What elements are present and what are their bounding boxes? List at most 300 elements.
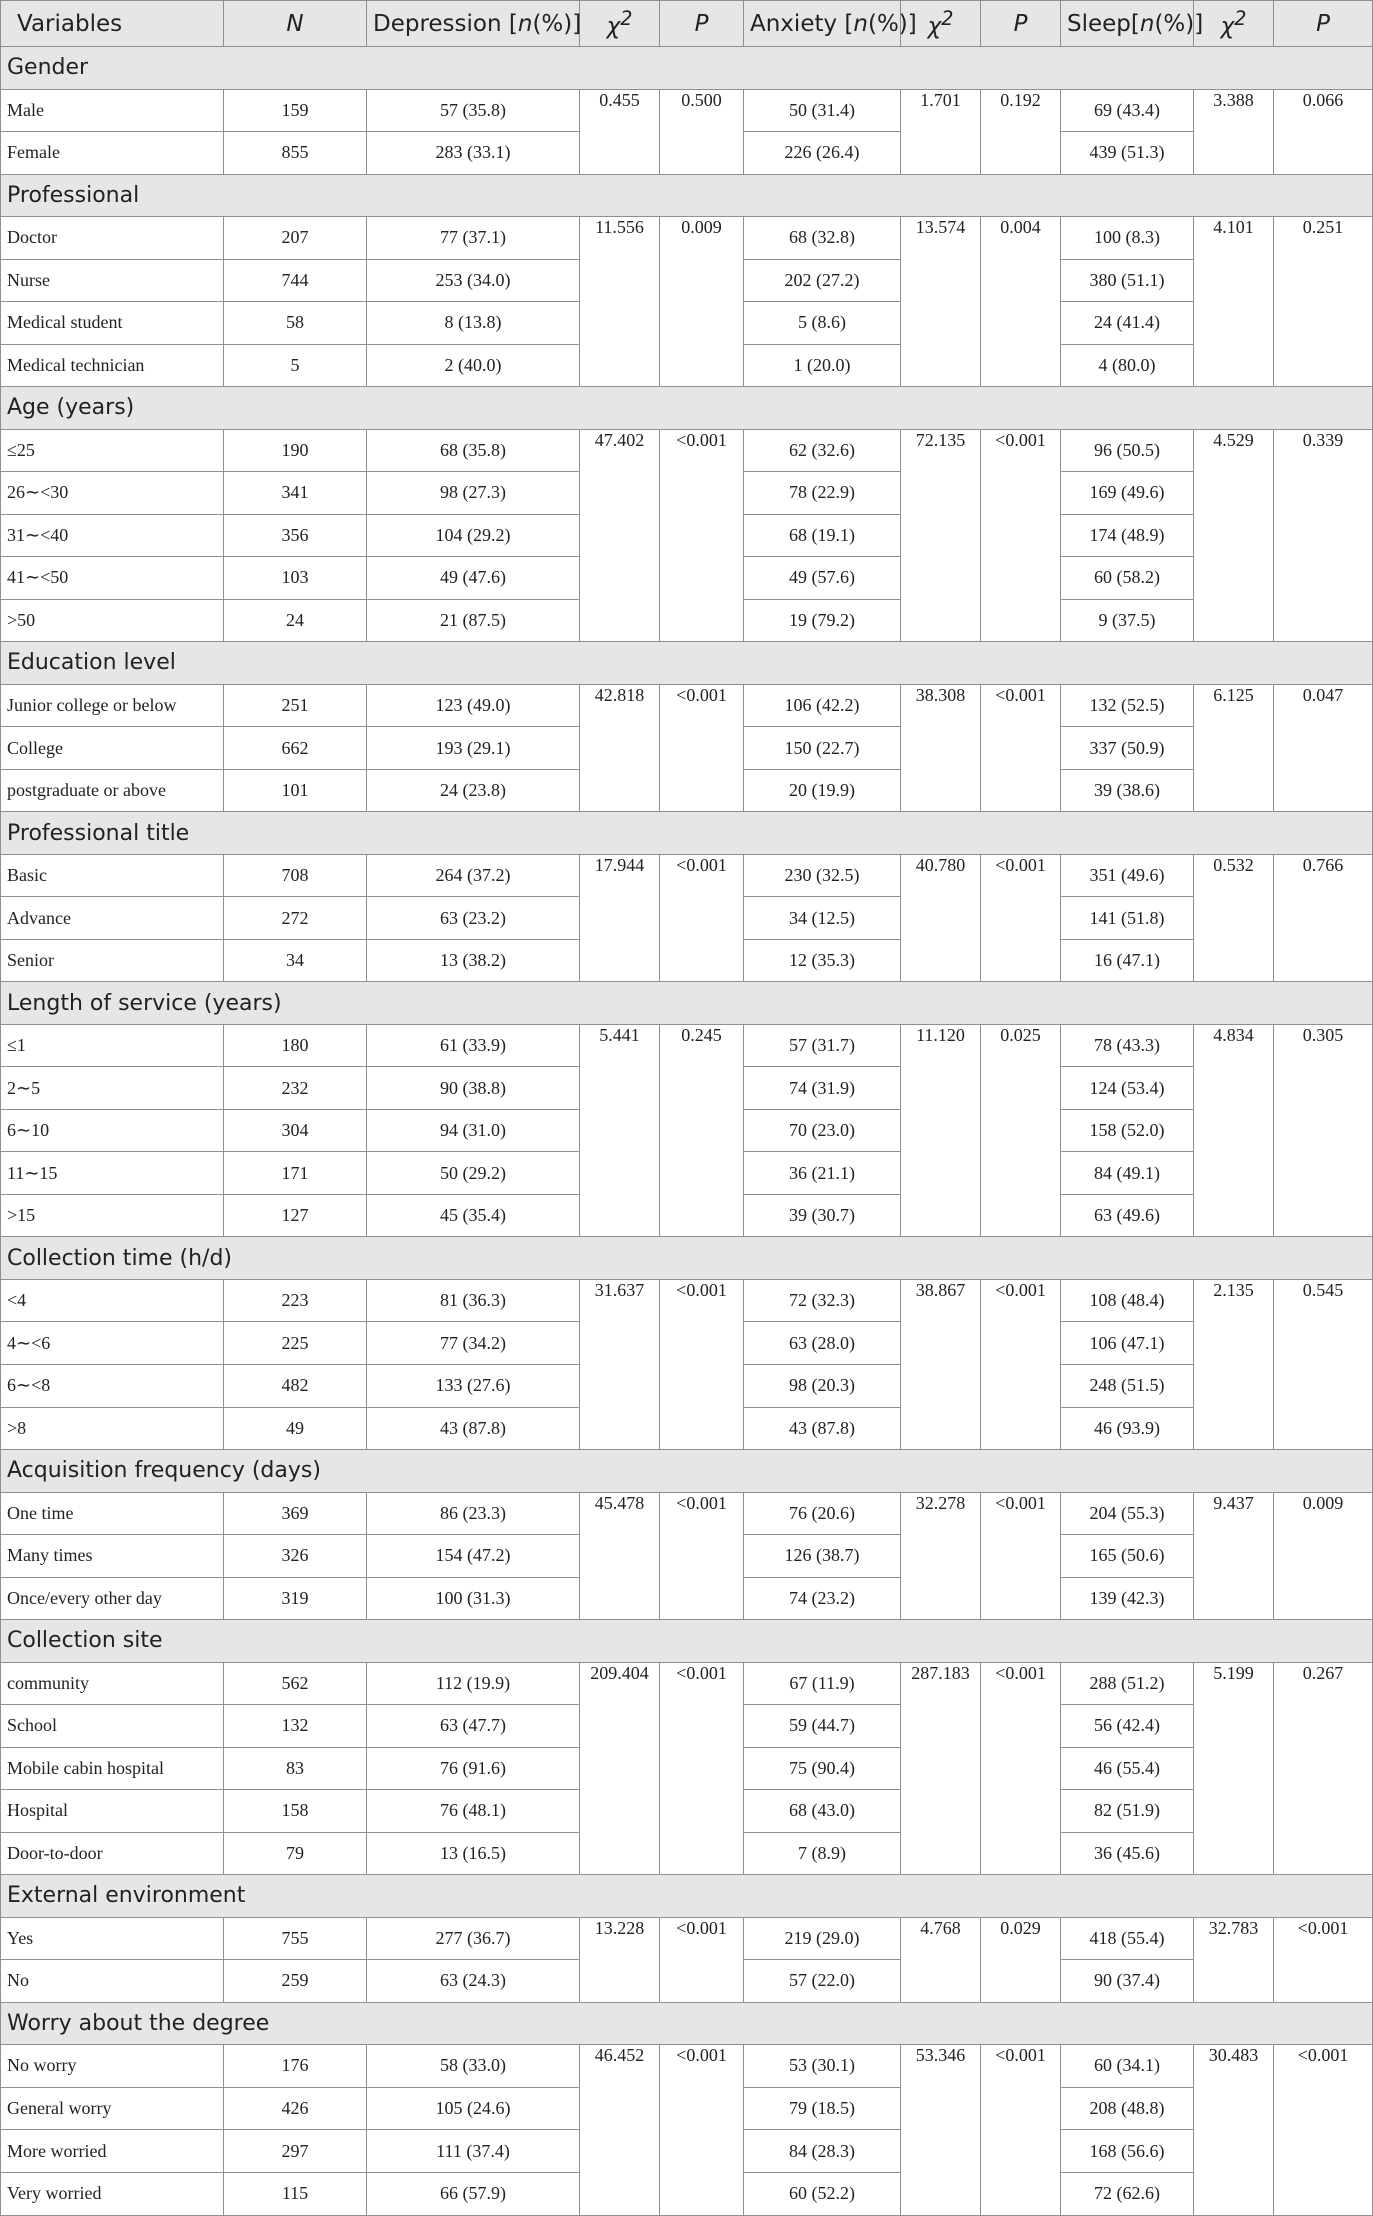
sleep-cell: 46 (55.4) (1061, 1747, 1194, 1790)
anxiety-cell: 49 (57.6) (744, 557, 901, 600)
chi2-depression-cell: 31.637 (580, 1279, 660, 1449)
chi2-anxiety-cell: 11.120 (901, 1024, 981, 1237)
anxiety-cell: 68 (32.8) (744, 217, 901, 260)
anxiety-cell: 19 (79.2) (744, 599, 901, 642)
chi2-depression-cell: 47.402 (580, 429, 660, 642)
sleep-cell: 63 (49.6) (1061, 1194, 1194, 1237)
sleep-cell: 82 (51.9) (1061, 1790, 1194, 1833)
n-cell: 101 (224, 769, 367, 812)
col-header-variables: Variables (1, 1, 224, 47)
row-label: No (1, 1960, 224, 2003)
anxiety-cell: 43 (87.8) (744, 1407, 901, 1450)
anxiety-cell: 74 (31.9) (744, 1067, 901, 1110)
p-depression-cell: 0.500 (660, 89, 744, 174)
table-row (1, 1662, 1373, 1705)
sleep-cell: 72 (62.6) (1061, 2172, 1194, 2215)
depression-cell: 111 (37.4) (367, 2130, 580, 2173)
row-label: >50 (1, 599, 224, 642)
row-label: Yes (1, 1917, 224, 1960)
table-body (1, 47, 1373, 2216)
anxiety-cell: 98 (20.3) (744, 1364, 901, 1407)
anxiety-cell: 226 (26.4) (744, 132, 901, 175)
chi2-anxiety-cell: 38.308 (901, 684, 981, 812)
row-label: Male (1, 89, 224, 132)
anxiety-label: Anxiety [ (750, 10, 854, 37)
row-label: Advance (1, 897, 224, 940)
chi2-depression-cell: 45.478 (580, 1492, 660, 1620)
section-header-row (1, 812, 1373, 855)
n-cell: 159 (224, 89, 367, 132)
row-label: ≤1 (1, 1024, 224, 1067)
section-title: Professional (1, 174, 1373, 217)
anxiety-cell: 106 (42.2) (744, 684, 901, 727)
anxiety-cell: 126 (38.7) (744, 1535, 901, 1578)
anxiety-cell: 67 (11.9) (744, 1662, 901, 1705)
chi2-sleep-cell: 5.199 (1194, 1662, 1274, 1875)
chi2-depression-cell: 11.556 (580, 217, 660, 387)
row-label: 6∼<8 (1, 1364, 224, 1407)
sleep-cell: 60 (58.2) (1061, 557, 1194, 600)
anxiety-cell: 70 (23.0) (744, 1109, 901, 1152)
sleep-cell: 24 (41.4) (1061, 302, 1194, 345)
col-header-p-depression: P (660, 1, 744, 47)
row-label: Female (1, 132, 224, 175)
anxiety-cell: 79 (18.5) (744, 2087, 901, 2130)
table-row (1, 2045, 1373, 2088)
chi2-sleep-cell: 32.783 (1194, 1917, 1274, 2002)
row-label: Nurse (1, 259, 224, 302)
sleep-cell: 380 (51.1) (1061, 259, 1194, 302)
chi2-sleep-cell: 30.483 (1194, 2045, 1274, 2216)
n-cell: 426 (224, 2087, 367, 2130)
p-sleep-cell: 0.009 (1274, 1492, 1373, 1620)
sleep-cell: 9 (37.5) (1061, 599, 1194, 642)
chi-label: χ (927, 13, 942, 40)
n-cell: 158 (224, 1790, 367, 1833)
n-cell: 304 (224, 1109, 367, 1152)
depression-cell: 193 (29.1) (367, 727, 580, 770)
depression-cell: 154 (47.2) (367, 1535, 580, 1578)
sleep-cell: 69 (43.4) (1061, 89, 1194, 132)
sleep-cell: 132 (52.5) (1061, 684, 1194, 727)
depression-cell: 49 (47.6) (367, 557, 580, 600)
depression-cell: 76 (48.1) (367, 1790, 580, 1833)
section-title: External environment (1, 1875, 1373, 1918)
n-cell: 297 (224, 2130, 367, 2173)
p-sleep-cell: 0.047 (1274, 684, 1373, 812)
sleep-cell: 96 (50.5) (1061, 429, 1194, 472)
n-cell: 755 (224, 1917, 367, 1960)
row-label: College (1, 727, 224, 770)
p-anxiety-cell: 0.192 (981, 89, 1061, 174)
n-cell: 272 (224, 897, 367, 940)
row-label: Once/every other day (1, 1577, 224, 1620)
anxiety-cell: 68 (43.0) (744, 1790, 901, 1833)
anxiety-cell: 78 (22.9) (744, 472, 901, 515)
anxiety-cell: 84 (28.3) (744, 2130, 901, 2173)
anxiety-cell: 76 (20.6) (744, 1492, 901, 1535)
chi2-anxiety-cell: 38.867 (901, 1279, 981, 1449)
n-cell: 58 (224, 302, 367, 345)
p-depression-cell: 0.009 (660, 217, 744, 387)
section-header-row (1, 1237, 1373, 1280)
p-sleep-cell: 0.545 (1274, 1279, 1373, 1449)
depression-cell: 105 (24.6) (367, 2087, 580, 2130)
sleep-cell: 168 (56.6) (1061, 2130, 1194, 2173)
row-label: >8 (1, 1407, 224, 1450)
n-cell: 34 (224, 939, 367, 982)
depression-cell: 43 (87.8) (367, 1407, 580, 1450)
row-label: More worried (1, 2130, 224, 2173)
anxiety-cell: 34 (12.5) (744, 897, 901, 940)
section-header-row (1, 1875, 1373, 1918)
sleep-cell: 4 (80.0) (1061, 344, 1194, 387)
chi2-depression-cell: 46.452 (580, 2045, 660, 2216)
p-sleep-cell: 0.339 (1274, 429, 1373, 642)
col-header-sleep (1061, 1, 1204, 47)
sleep-cell: 169 (49.6) (1061, 472, 1194, 515)
n-cell: 341 (224, 472, 367, 515)
section-title: Length of service (years) (1, 982, 1373, 1025)
row-label: Very worried (1, 2172, 224, 2215)
sleep-cell: 141 (51.8) (1061, 897, 1194, 940)
depression-cell: 90 (38.8) (367, 1067, 580, 1110)
sleep-cell: 439 (51.3) (1061, 132, 1194, 175)
row-label: General worry (1, 2087, 224, 2130)
sleep-cell: 337 (50.9) (1061, 727, 1194, 770)
p-depression-cell: <0.001 (660, 1662, 744, 1875)
depression-cell: 50 (29.2) (367, 1152, 580, 1195)
anxiety-tail-label: (%)] (867, 10, 917, 37)
row-label: community (1, 1662, 224, 1705)
sleep-cell: 36 (45.6) (1061, 1832, 1194, 1875)
n-cell: 132 (224, 1705, 367, 1748)
n-cell: 83 (224, 1747, 367, 1790)
chi2-depression-cell: 42.818 (580, 684, 660, 812)
anxiety-cell: 63 (28.0) (744, 1322, 901, 1365)
table-row (1, 1279, 1373, 1322)
depression-cell: 58 (33.0) (367, 2045, 580, 2088)
p-depression-cell: <0.001 (660, 1492, 744, 1620)
p-anxiety-cell: <0.001 (981, 684, 1061, 812)
row-label: No worry (1, 2045, 224, 2088)
anxiety-cell: 36 (21.1) (744, 1152, 901, 1195)
n-cell: 180 (224, 1024, 367, 1067)
sleep-cell: 108 (48.4) (1061, 1279, 1194, 1322)
chi2-anxiety-cell: 1.701 (901, 89, 981, 174)
sleep-cell: 158 (52.0) (1061, 1109, 1194, 1152)
p-anxiety-cell: <0.001 (981, 429, 1061, 642)
col-header-chi2-depression (580, 1, 660, 47)
anxiety-cell: 60 (52.2) (744, 2172, 901, 2215)
section-title: Acquisition frequency (days) (1, 1450, 1373, 1493)
row-label: 4∼<6 (1, 1322, 224, 1365)
n-cell: 259 (224, 1960, 367, 2003)
anxiety-cell: 57 (31.7) (744, 1024, 901, 1067)
section-header-row (1, 387, 1373, 430)
n-cell: 171 (224, 1152, 367, 1195)
depression-cell: 81 (36.3) (367, 1279, 580, 1322)
anxiety-cell: 5 (8.6) (744, 302, 901, 345)
chi2-anxiety-cell: 287.183 (901, 1662, 981, 1875)
n-cell: 369 (224, 1492, 367, 1535)
depression-cell: 13 (16.5) (367, 1832, 580, 1875)
sleep-n-label: n (1139, 10, 1155, 37)
depression-cell: 8 (13.8) (367, 302, 580, 345)
section-title: Gender (1, 47, 1373, 90)
p-depression-cell: 0.245 (660, 1024, 744, 1237)
n-cell: 326 (224, 1535, 367, 1578)
anxiety-cell: 202 (27.2) (744, 259, 901, 302)
section-title: Worry about the degree (1, 2002, 1373, 2045)
depression-cell: 133 (27.6) (367, 1364, 580, 1407)
depression-cell: 94 (31.0) (367, 1109, 580, 1152)
depression-cell: 123 (49.0) (367, 684, 580, 727)
p-anxiety-cell: 0.025 (981, 1024, 1061, 1237)
anxiety-cell: 150 (22.7) (744, 727, 901, 770)
sleep-cell: 39 (38.6) (1061, 769, 1194, 812)
n-cell: 251 (224, 684, 367, 727)
n-cell: 127 (224, 1194, 367, 1237)
section-header-row (1, 1620, 1373, 1663)
sleep-cell: 204 (55.3) (1061, 1492, 1194, 1535)
p-sleep-cell: <0.001 (1274, 1917, 1373, 2002)
n-cell: 24 (224, 599, 367, 642)
p-anxiety-cell: <0.001 (981, 854, 1061, 982)
depression-cell: 13 (38.2) (367, 939, 580, 982)
chi-superscript: 2 (941, 7, 954, 31)
p-sleep-cell: 0.267 (1274, 1662, 1373, 1875)
n-cell: 855 (224, 132, 367, 175)
sleep-cell: 165 (50.6) (1061, 1535, 1194, 1578)
row-label: 26∼<30 (1, 472, 224, 515)
col-header-anxiety (744, 1, 917, 47)
row-label: Mobile cabin hospital (1, 1747, 224, 1790)
n-cell: 225 (224, 1322, 367, 1365)
chi2-anxiety-cell: 53.346 (901, 2045, 981, 2216)
depression-cell: 98 (27.3) (367, 472, 580, 515)
row-label: <4 (1, 1279, 224, 1322)
p-anxiety-cell: <0.001 (981, 1492, 1061, 1620)
p-depression-cell: <0.001 (660, 1917, 744, 2002)
row-label: Medical student (1, 302, 224, 345)
row-label: One time (1, 1492, 224, 1535)
row-label: 41∼<50 (1, 557, 224, 600)
col-header-p-sleep: P (1274, 1, 1373, 47)
row-label: >15 (1, 1194, 224, 1237)
section-header-row (1, 1450, 1373, 1493)
chi-superscript: 2 (1234, 7, 1247, 31)
section-title: Collection site (1, 1620, 1373, 1663)
p-sleep-cell: 0.305 (1274, 1024, 1373, 1237)
chi2-sleep-cell: 3.388 (1194, 89, 1274, 174)
table-row (1, 1492, 1373, 1535)
anxiety-cell: 230 (32.5) (744, 854, 901, 897)
depression-cell: 21 (87.5) (367, 599, 580, 642)
n-cell: 562 (224, 1662, 367, 1705)
sleep-cell: 106 (47.1) (1061, 1322, 1194, 1365)
depression-cell: 104 (29.2) (367, 514, 580, 557)
p-sleep-cell: 0.251 (1274, 217, 1373, 387)
sleep-cell: 100 (8.3) (1061, 217, 1194, 260)
anxiety-cell: 53 (30.1) (744, 2045, 901, 2088)
depression-cell: 100 (31.3) (367, 1577, 580, 1620)
chi-label: χ (606, 13, 621, 40)
n-cell: 103 (224, 557, 367, 600)
p-depression-cell: <0.001 (660, 2045, 744, 2216)
row-label: 6∼10 (1, 1109, 224, 1152)
anxiety-cell: 50 (31.4) (744, 89, 901, 132)
p-anxiety-cell: <0.001 (981, 1662, 1061, 1875)
anxiety-cell: 59 (44.7) (744, 1705, 901, 1748)
depression-cell: 57 (35.8) (367, 89, 580, 132)
n-cell: 207 (224, 217, 367, 260)
chi2-anxiety-cell: 32.278 (901, 1492, 981, 1620)
table-row (1, 217, 1373, 260)
anxiety-cell: 68 (19.1) (744, 514, 901, 557)
sleep-cell: 124 (53.4) (1061, 1067, 1194, 1110)
sleep-cell: 16 (47.1) (1061, 939, 1194, 982)
row-label: School (1, 1705, 224, 1748)
chi2-anxiety-cell: 72.135 (901, 429, 981, 642)
section-header-row (1, 642, 1373, 685)
row-label: Basic (1, 854, 224, 897)
p-anxiety-cell: 0.004 (981, 217, 1061, 387)
anxiety-cell: 72 (32.3) (744, 1279, 901, 1322)
row-label: 31∼<40 (1, 514, 224, 557)
row-label: Junior college or below (1, 684, 224, 727)
depression-cell: 61 (33.9) (367, 1024, 580, 1067)
n-cell: 115 (224, 2172, 367, 2215)
col-header-p-anxiety: P (981, 1, 1061, 47)
chi2-anxiety-cell: 40.780 (901, 854, 981, 982)
depression-cell: 76 (91.6) (367, 1747, 580, 1790)
n-cell: 356 (224, 514, 367, 557)
sleep-cell: 208 (48.8) (1061, 2087, 1194, 2130)
p-depression-cell: <0.001 (660, 1279, 744, 1449)
table-row (1, 89, 1373, 132)
col-header-chi2-sleep (1194, 1, 1274, 47)
row-label: 11∼15 (1, 1152, 224, 1195)
n-cell: 176 (224, 2045, 367, 2088)
p-depression-cell: <0.001 (660, 429, 744, 642)
n-cell: 5 (224, 344, 367, 387)
sleep-cell: 46 (93.9) (1061, 1407, 1194, 1450)
sleep-label: Sleep[ (1067, 10, 1140, 37)
depression-cell: 63 (24.3) (367, 1960, 580, 2003)
p-depression-cell: <0.001 (660, 684, 744, 812)
chi2-sleep-cell: 6.125 (1194, 684, 1274, 812)
row-label: Door-to-door (1, 1832, 224, 1875)
n-cell: 482 (224, 1364, 367, 1407)
header-row (1, 1, 1373, 47)
section-header-row (1, 982, 1373, 1025)
anxiety-cell: 12 (35.3) (744, 939, 901, 982)
n-cell: 79 (224, 1832, 367, 1875)
depression-cell: 24 (23.8) (367, 769, 580, 812)
anxiety-n-label: n (853, 10, 868, 37)
n-cell: 223 (224, 1279, 367, 1322)
p-anxiety-cell: <0.001 (981, 2045, 1061, 2216)
section-title: Education level (1, 642, 1373, 685)
sleep-cell: 56 (42.4) (1061, 1705, 1194, 1748)
table-row (1, 429, 1373, 472)
anxiety-cell: 7 (8.9) (744, 1832, 901, 1875)
anxiety-cell: 74 (23.2) (744, 1577, 901, 1620)
chi2-depression-cell: 0.455 (580, 89, 660, 174)
depression-cell: 45 (35.4) (367, 1194, 580, 1237)
row-label: Medical technician (1, 344, 224, 387)
chi2-sleep-cell: 9.437 (1194, 1492, 1274, 1620)
sleep-cell: 78 (43.3) (1061, 1024, 1194, 1067)
depression-cell: 283 (33.1) (367, 132, 580, 175)
sleep-cell: 174 (48.9) (1061, 514, 1194, 557)
n-cell: 232 (224, 1067, 367, 1110)
sleep-tail-label: (%)] (1154, 10, 1204, 37)
p-anxiety-cell: 0.029 (981, 1917, 1061, 2002)
depression-cell: 2 (40.0) (367, 344, 580, 387)
chi-label: χ (1220, 13, 1235, 40)
section-title: Collection time (h/d) (1, 1237, 1373, 1280)
row-label: 2∼5 (1, 1067, 224, 1110)
table-row (1, 1024, 1373, 1067)
table-row (1, 1917, 1373, 1960)
col-header-depression (367, 1, 580, 47)
section-title: Age (years) (1, 387, 1373, 430)
depression-cell: 63 (23.2) (367, 897, 580, 940)
chi2-sleep-cell: 0.532 (1194, 854, 1274, 982)
depression-n-label: n (517, 10, 533, 37)
chi2-depression-cell: 209.404 (580, 1662, 660, 1875)
sleep-cell: 418 (55.4) (1061, 1917, 1194, 1960)
section-header-row (1, 174, 1373, 217)
depression-label: Depression [ (373, 10, 518, 37)
p-sleep-cell: <0.001 (1274, 2045, 1373, 2216)
chi2-anxiety-cell: 13.574 (901, 217, 981, 387)
section-title: Professional title (1, 812, 1373, 855)
sleep-cell: 351 (49.6) (1061, 854, 1194, 897)
depression-cell: 112 (19.9) (367, 1662, 580, 1705)
table-row (1, 854, 1373, 897)
chi-superscript: 2 (620, 7, 633, 31)
chi2-depression-cell: 5.441 (580, 1024, 660, 1237)
depression-cell: 277 (36.7) (367, 1917, 580, 1960)
n-cell: 49 (224, 1407, 367, 1450)
chi2-sleep-cell: 4.834 (1194, 1024, 1274, 1237)
n-cell: 190 (224, 429, 367, 472)
sleep-cell: 84 (49.1) (1061, 1152, 1194, 1195)
depression-cell: 86 (23.3) (367, 1492, 580, 1535)
anxiety-cell: 1 (20.0) (744, 344, 901, 387)
n-cell: 744 (224, 259, 367, 302)
depression-cell: 264 (37.2) (367, 854, 580, 897)
p-depression-cell: <0.001 (660, 854, 744, 982)
depression-cell: 77 (37.1) (367, 217, 580, 260)
row-label: Hospital (1, 1790, 224, 1833)
anxiety-cell: 20 (19.9) (744, 769, 901, 812)
anxiety-cell: 219 (29.0) (744, 1917, 901, 1960)
chi2-sleep-cell: 4.101 (1194, 217, 1274, 387)
row-label: Many times (1, 1535, 224, 1578)
p-sleep-cell: 0.766 (1274, 854, 1373, 982)
depression-cell: 68 (35.8) (367, 429, 580, 472)
row-label: ≤25 (1, 429, 224, 472)
sleep-cell: 90 (37.4) (1061, 1960, 1194, 2003)
row-label: Senior (1, 939, 224, 982)
chi2-sleep-cell: 4.529 (1194, 429, 1274, 642)
row-label: Doctor (1, 217, 224, 260)
row-label: postgraduate or above (1, 769, 224, 812)
